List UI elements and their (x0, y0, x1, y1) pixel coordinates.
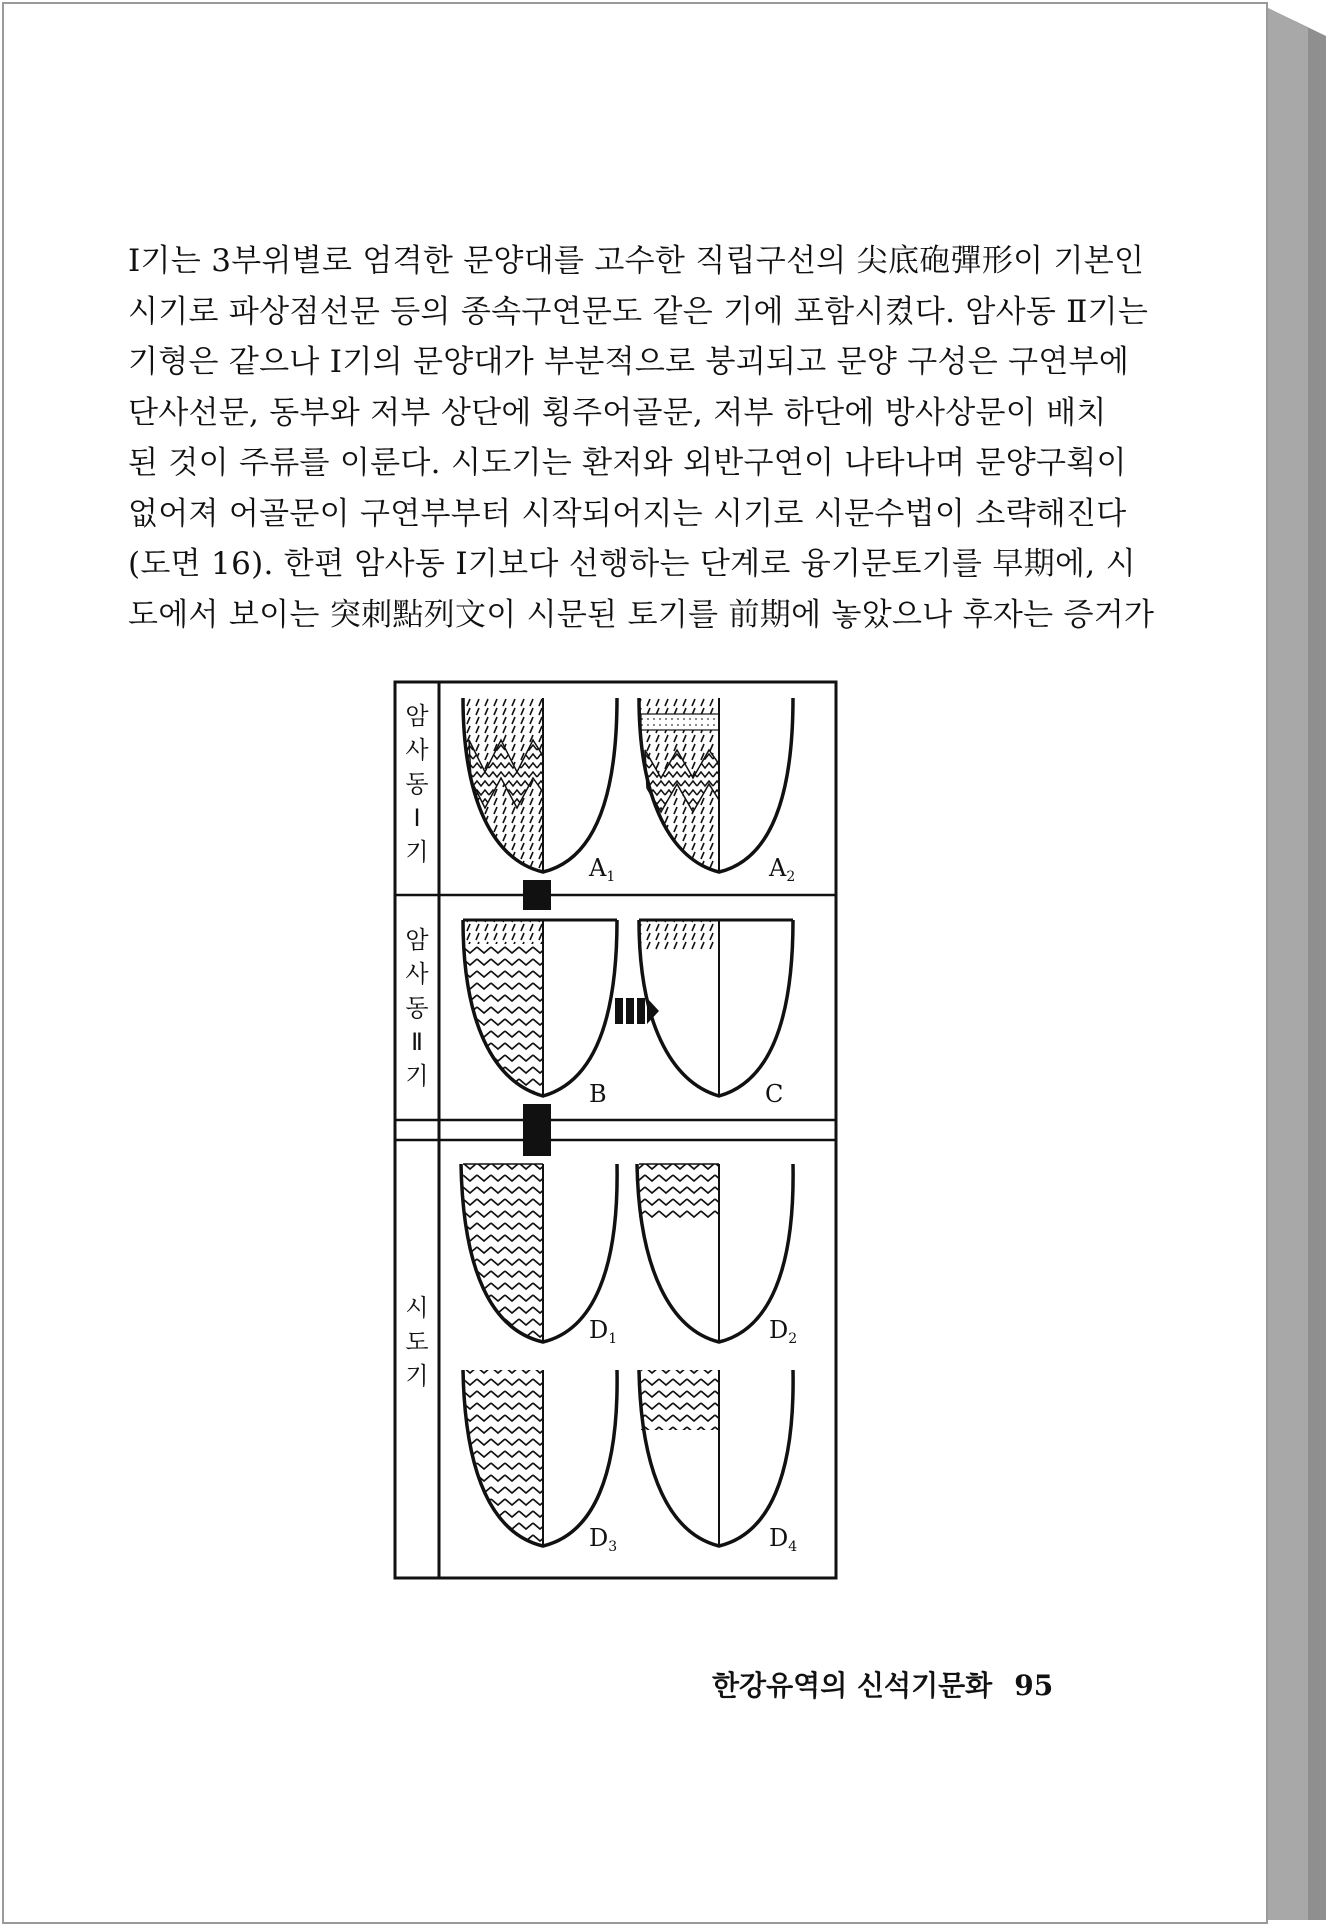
vessel-a2 (639, 698, 793, 872)
pottery-chronology-figure (393, 680, 838, 1580)
period-label-char: 동 (405, 994, 429, 1022)
period-label-char: 사 (405, 960, 429, 988)
figure-frame (395, 682, 836, 1578)
running-title: 한강유역의 신석기문화 (712, 1669, 993, 1702)
paragraph-line: (도면 16). 한편 암사동 Ⅰ기보다 선행하는 단계로 융기문토기를 早期에, 시 (128, 546, 1136, 582)
period-label-char: 암 (405, 926, 429, 954)
paragraph-line: 된 것이 주류를 이룬다. 시도기는 환저와 외반구연이 나타나며 문양구획이 (128, 445, 1127, 481)
paragraph-line: 없어져 어골문이 구연부부터 시작되어지는 시기로 시문수법이 소략해진다 (128, 495, 1127, 532)
paragraph-line: 도에서 보이는 突刺點列文이 시문된 토기를 前期에 놓았으나 후자는 증거가 (128, 596, 1155, 633)
period-label-char: Ⅰ (413, 804, 421, 832)
page-footer (712, 1664, 1053, 1704)
period-label-char: 기 (405, 1362, 429, 1390)
period-label-char: Ⅱ (411, 1028, 423, 1056)
sequence-connector (523, 1104, 551, 1156)
vessel-b (463, 920, 617, 1096)
paragraph-line: 시기로 파상점선문 등의 종속구연문도 같은 기에 포함시켰다. 암사동 Ⅱ기는 (128, 293, 1149, 330)
vessel-label-d3: $D_3$ (589, 1524, 618, 1555)
vessel-label-a2: $A_2$ (769, 854, 796, 885)
body-paragraph (128, 236, 1155, 640)
period-label-char: 도 (405, 1328, 429, 1356)
vessel-label-d1: $D_1$ (589, 1316, 618, 1347)
period-label-char: 기 (405, 838, 429, 866)
vessel-d3 (463, 1370, 617, 1546)
period-label-char: 시 (405, 1294, 429, 1322)
vessel-label-a1: $A_1$ (589, 854, 616, 885)
vessel-a1 (463, 698, 617, 872)
paragraph-line: Ⅰ기는 3부위별로 엄격한 문양대를 고수한 직립구선의 尖底砲彈形이 기본인 (128, 243, 1145, 279)
vessel-label-b: B (589, 1080, 607, 1108)
period-label-char: 암 (405, 702, 429, 730)
page-number: 95 (1014, 1669, 1054, 1702)
page-edge-shadow (1268, 8, 1330, 1920)
period-label-char: 사 (405, 736, 429, 764)
vessel-c (639, 920, 793, 1096)
paragraph-line: 단사선문, 동부와 저부 상단에 횡주어골문, 저부 하단에 방사상문이 배치 (128, 394, 1107, 431)
vessel-label-d2: $D_2$ (769, 1316, 798, 1347)
sequence-connector (523, 880, 551, 910)
vessel-label-c: C (765, 1080, 784, 1108)
period-label-char: 동 (405, 770, 429, 798)
paragraph-line: 기형은 같으나 Ⅰ기의 문양대가 부분적으로 붕괴되고 문양 구성은 구연부에 (128, 344, 1130, 380)
vessel-d4 (639, 1370, 793, 1546)
vessel-label-d4: $D_4$ (769, 1524, 798, 1555)
period-label-char: 기 (405, 1062, 429, 1090)
